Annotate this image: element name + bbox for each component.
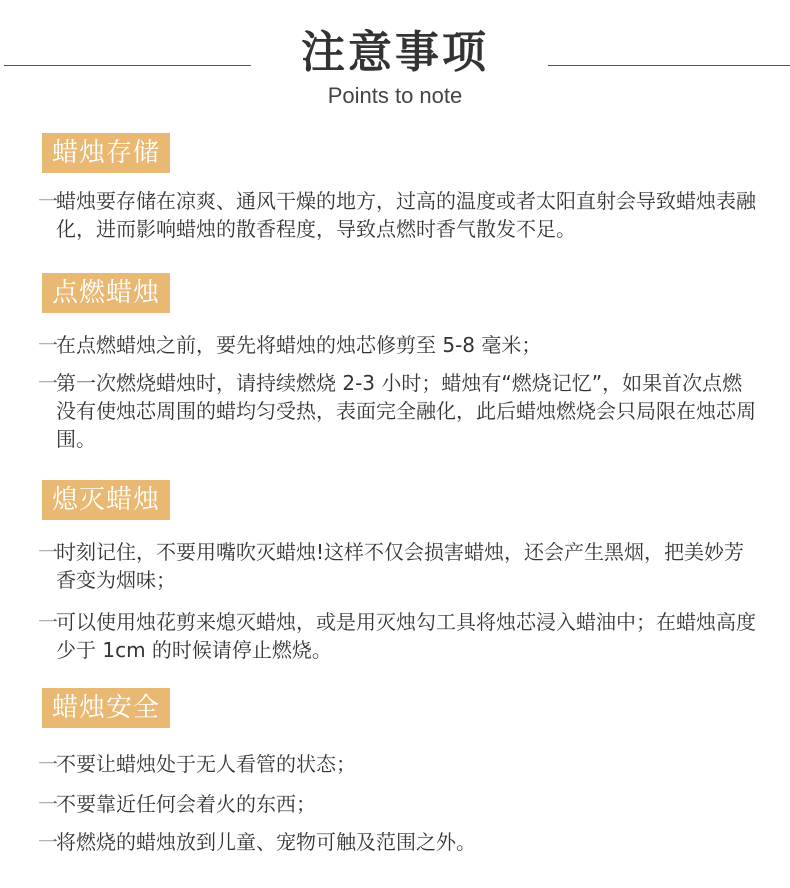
dash-bullet: 一 xyxy=(38,371,58,395)
page-title: 注意事项 xyxy=(301,27,489,78)
item-text: 在点燃蜡烛之前，要先将蜡烛的烛芯修剪至 5-8 毫米； xyxy=(56,333,542,357)
dash-bullet: 一 xyxy=(38,792,58,816)
list-item xyxy=(38,331,758,359)
item-text: 将燃烧的蜡烛放到儿童、宠物可触及范围之外。 xyxy=(56,830,476,854)
item-text: 蜡烛要存储在凉爽、通风干燥的地方，过高的温度或者太阳直射会导致蜡烛表融化，进而影响蜡烛的散香程度，导致点燃时香气散发不足。 xyxy=(56,189,756,241)
dash-bullet: 一 xyxy=(38,189,58,213)
dash-bullet: 一 xyxy=(38,540,58,564)
list-item xyxy=(38,538,758,594)
dash-bullet: 一 xyxy=(38,752,58,776)
dash-bullet: 一 xyxy=(38,610,58,634)
item-text: 不要让蜡烛处于无人看管的状态； xyxy=(56,752,356,776)
header-divider-right xyxy=(548,65,790,66)
section-heading-storage: 蜡烛存储 xyxy=(42,133,170,173)
list-item xyxy=(38,790,758,818)
item-text: 第一次燃烧蜡烛时，请持续燃烧 2-3 小时；蜡烛有“燃烧记忆”，如果首次点燃没有使烛芯周围的蜡均匀受热，表面完全融化，此后蜡烛燃烧会只局限在烛芯周围。 xyxy=(56,371,756,451)
dash-bullet: 一 xyxy=(38,333,58,357)
list-item xyxy=(38,608,758,664)
section-heading-safety: 蜡烛安全 xyxy=(42,688,170,728)
section-heading-extinguishing: 熄灭蜡烛 xyxy=(42,480,170,520)
list-item xyxy=(38,750,758,778)
dash-bullet: 一 xyxy=(38,830,58,854)
list-item xyxy=(38,828,758,856)
item-text: 可以使用烛花剪来熄灭蜡烛，或是用灭烛勾工具将烛芯浸入蜡油中；在蜡烛高度少于 1cm 的时候请停止燃烧。 xyxy=(56,610,756,662)
list-item xyxy=(38,369,758,453)
item-text: 时刻记住，不要用嘴吹灭蜡烛!这样不仅会损害蜡烛，还会产生黑烟，把美妙芳香变为烟味； xyxy=(56,540,745,592)
list-item xyxy=(38,187,758,243)
item-text: 不要靠近任何会着火的东西； xyxy=(56,792,316,816)
page-subtitle: Points to note xyxy=(327,83,463,108)
page-header xyxy=(0,0,790,120)
section-heading-lighting: 点燃蜡烛 xyxy=(42,273,170,313)
